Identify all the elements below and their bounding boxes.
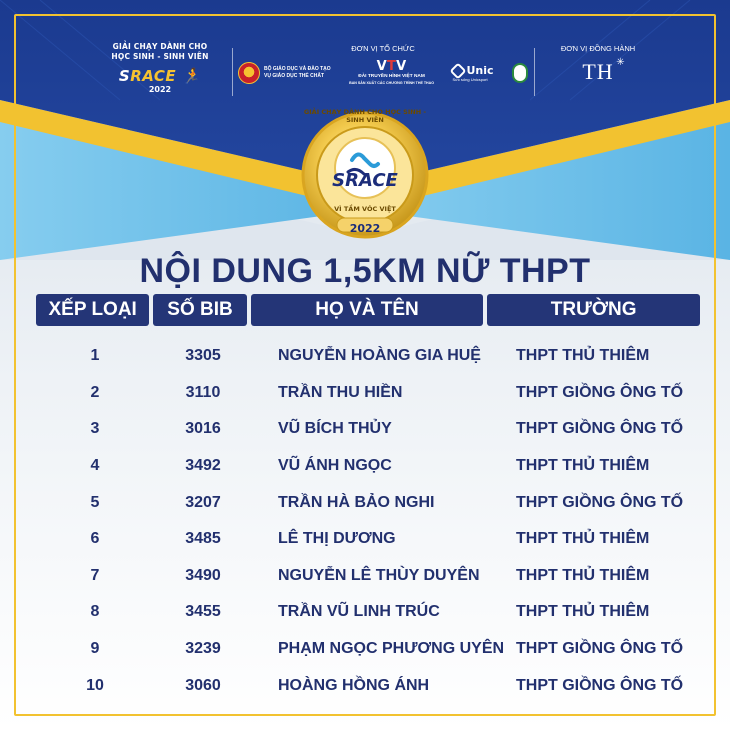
cell-school: THPT GIỒNG ÔNG TỐ bbox=[516, 383, 684, 401]
srace-brand bbox=[100, 42, 220, 94]
cell-bib: 3492 bbox=[185, 457, 221, 475]
cell-bib: 3485 bbox=[185, 530, 221, 548]
cell-name: NGUYỄN HOÀNG GIA HUỆ bbox=[278, 347, 481, 365]
cell-bib: 3207 bbox=[185, 493, 221, 511]
page-title: NỘI DUNG 1,5KM NỮ THPT bbox=[139, 252, 591, 290]
cell-bib: 3239 bbox=[185, 640, 221, 658]
partner-title: ĐƠN VỊ ĐỒNG HÀNH bbox=[560, 44, 636, 53]
unic-sub: Sức sống Unicsport bbox=[452, 77, 488, 82]
srace-logo-s: S bbox=[118, 67, 131, 85]
cell-bib: 3455 bbox=[185, 603, 221, 621]
vtv-logo bbox=[349, 60, 434, 86]
vtv-sub-1: ĐÀI TRUYỀN HÌNH VIỆT NAM bbox=[358, 74, 425, 79]
medal-arc-top: GIẢI CHẠY DÀNH CHO HỌC SINH - SINH VIÊN bbox=[303, 108, 427, 124]
cell-name: PHẠM NGỌC PHƯƠNG UYÊN bbox=[278, 640, 505, 658]
star-icon: ✳ bbox=[616, 57, 626, 68]
cell-rank: 1 bbox=[90, 347, 100, 365]
cell-rank: 5 bbox=[90, 493, 100, 511]
cell-bib: 3060 bbox=[185, 676, 221, 694]
column-header-school: TRƯỜNG bbox=[487, 294, 700, 326]
cell-rank: 2 bbox=[90, 383, 100, 401]
unic-logo bbox=[452, 64, 493, 82]
national-emblem-icon bbox=[238, 62, 260, 84]
cell-school: THPT GIỒNG ÔNG TỐ bbox=[516, 420, 684, 438]
cell-school: THPT THỦ THIÊM bbox=[516, 566, 650, 584]
medal-arc-bottom: VÌ TẦM VÓC VIỆT bbox=[334, 205, 396, 213]
cell-bib: 3490 bbox=[185, 566, 221, 584]
cell-school: THPT THỦ THIÊM bbox=[516, 347, 650, 365]
th-logo bbox=[582, 57, 626, 85]
column-header-bib: SỐ BIB bbox=[153, 294, 246, 326]
table-row bbox=[36, 375, 700, 412]
organizer-title: ĐƠN VỊ TỔ CHỨC bbox=[351, 44, 415, 53]
ministry-line-2: VỤ GIÁO DỤC THỂ CHẤT bbox=[264, 73, 324, 79]
header-background bbox=[0, 0, 730, 260]
cell-rank: 7 bbox=[90, 566, 100, 584]
table-row bbox=[36, 338, 700, 375]
cell-rank: 6 bbox=[90, 530, 100, 548]
cell-rank: 4 bbox=[90, 457, 100, 475]
cell-bib: 3110 bbox=[185, 383, 221, 401]
shield-logo-icon bbox=[512, 63, 528, 83]
divider bbox=[534, 48, 535, 96]
medal-logo: SRACE bbox=[332, 170, 398, 191]
vtv-sub-2: BAN SẢN XUẤT CÁC CHƯƠNG TRÌNH THỂ THAO bbox=[349, 81, 435, 85]
cell-school: THPT GIỒNG ÔNG TỐ bbox=[516, 493, 684, 511]
results-table bbox=[36, 338, 700, 704]
cell-name: VŨ BÍCH THỦY bbox=[278, 420, 392, 438]
srace-logo-rest: RACE bbox=[130, 67, 177, 85]
cell-name: VŨ ÁNH NGỌC bbox=[278, 457, 392, 475]
cell-name: TRẦN VŨ LINH TRÚC bbox=[278, 603, 440, 621]
medal-year: 2022 bbox=[349, 222, 381, 235]
cell-rank: 8 bbox=[90, 603, 100, 621]
cell-school: THPT THỦ THIÊM bbox=[516, 530, 650, 548]
table-row bbox=[36, 558, 700, 595]
vtv-v2: V bbox=[396, 59, 407, 74]
ministry-line-1: BỘ GIÁO DỤC VÀ ĐÀO TẠO bbox=[264, 66, 331, 72]
cell-name: TRẦN HÀ BẢO NGHI bbox=[278, 493, 435, 511]
unic-text: Unic bbox=[466, 64, 494, 77]
cell-school: THPT THỦ THIÊM bbox=[516, 603, 650, 621]
cell-school: THPT THỦ THIÊM bbox=[516, 457, 650, 475]
cell-rank: 9 bbox=[90, 640, 100, 658]
table-row bbox=[36, 484, 700, 521]
cell-name: NGUYỄN LÊ THÙY DUYÊN bbox=[278, 566, 480, 584]
column-header-name: HỌ VÀ TÊN bbox=[251, 294, 484, 326]
partner-block bbox=[548, 44, 648, 85]
table-row bbox=[36, 448, 700, 485]
organizer-block bbox=[238, 44, 528, 86]
cell-name: LÊ THỊ DƯƠNG bbox=[278, 530, 396, 548]
vtv-t: T bbox=[386, 59, 397, 74]
cell-name: HOÀNG HỒNG ÁNH bbox=[278, 676, 430, 694]
brand-year: 2022 bbox=[148, 85, 172, 94]
table-header bbox=[36, 294, 700, 326]
table-row bbox=[36, 521, 700, 558]
cell-school: THPT GIỒNG ÔNG TỐ bbox=[516, 676, 684, 694]
ministry-logo bbox=[238, 62, 331, 84]
table-row bbox=[36, 411, 700, 448]
brand-line-1: GIẢI CHẠY DÀNH CHO bbox=[112, 42, 208, 51]
vtv-v: V bbox=[376, 59, 387, 74]
th-logo-text: TH bbox=[582, 59, 614, 84]
table-row bbox=[36, 594, 700, 631]
cell-bib: 3305 bbox=[185, 347, 221, 365]
cell-bib: 3016 bbox=[185, 420, 221, 438]
cell-rank: 10 bbox=[86, 676, 104, 694]
divider bbox=[232, 48, 233, 96]
srace-logo: SRACE 🏃 bbox=[118, 67, 202, 85]
brand-line-2: HỌC SINH - SINH VIÊN bbox=[111, 52, 209, 61]
table-row bbox=[36, 667, 700, 704]
table-row bbox=[36, 631, 700, 668]
cell-name: TRẦN THU HIỀN bbox=[278, 383, 403, 401]
column-header-rank: XẾP LOẠI bbox=[36, 294, 149, 326]
cell-school: THPT GIỒNG ÔNG TỐ bbox=[516, 640, 684, 658]
cell-rank: 3 bbox=[90, 420, 100, 438]
